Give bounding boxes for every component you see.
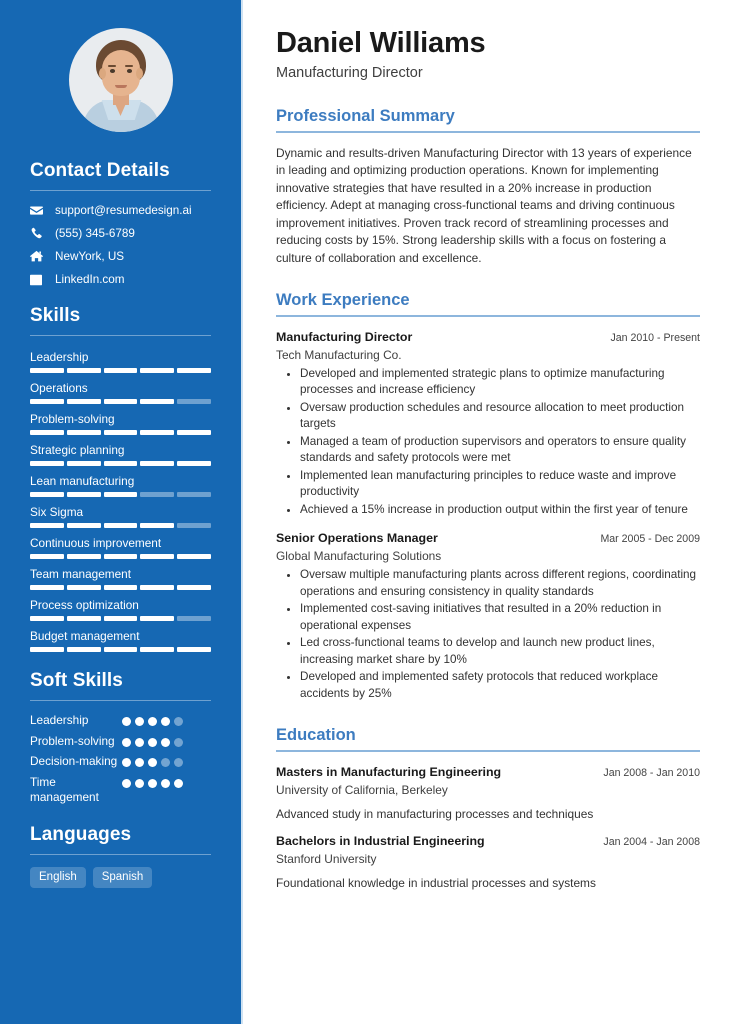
entry-bullet: • Implemented lean manufacturing principles to reduce waste and improve productivity bbox=[300, 468, 700, 501]
skill-segment bbox=[30, 523, 64, 528]
education-entry bbox=[276, 764, 700, 823]
soft-skills-list bbox=[30, 713, 211, 806]
skill-label: Operations bbox=[30, 381, 88, 395]
skill-segment bbox=[30, 647, 64, 652]
skill-level-bar bbox=[30, 430, 211, 435]
skills-heading: Skills bbox=[30, 305, 81, 326]
skill-segment bbox=[140, 368, 174, 373]
rating-dot bbox=[174, 717, 183, 726]
skill-level-bar bbox=[30, 492, 211, 497]
avatar-wrap bbox=[0, 0, 241, 142]
entry-bullet: • Managed a team of production supervisors and operators to ensure quality standards and safety protocols were met bbox=[300, 434, 700, 467]
education-section bbox=[276, 724, 700, 892]
skill-segment bbox=[104, 647, 138, 652]
soft-skills-heading: Soft Skills bbox=[30, 670, 123, 691]
rating-dot bbox=[122, 717, 131, 726]
entry-bullet: • Developed and implemented safety protocols that reduced workplace accidents by 25% bbox=[300, 669, 700, 702]
avatar-ear-right bbox=[136, 68, 143, 79]
skill-segment bbox=[140, 492, 174, 497]
skill-label: Process optimization bbox=[30, 598, 139, 612]
rating-dot bbox=[148, 779, 157, 788]
entry-description: Advanced study in manufacturing processes and techniques bbox=[276, 806, 594, 821]
rating-dot bbox=[122, 779, 131, 788]
entry-bullet: • Developed and implemented strategic plans to optimize manufacturing processes and increase efficiency bbox=[300, 366, 700, 399]
skill-segment bbox=[177, 616, 211, 621]
skill-level-bar bbox=[30, 461, 211, 466]
skill-segment bbox=[67, 461, 101, 466]
rating-dot bbox=[161, 738, 170, 747]
skill-segment bbox=[177, 585, 211, 590]
skill-row bbox=[30, 379, 211, 404]
rating-dot bbox=[122, 758, 131, 767]
divider bbox=[30, 700, 211, 701]
skill-segment bbox=[177, 647, 211, 652]
skill-segment bbox=[30, 616, 64, 621]
avatar-mouth bbox=[115, 85, 127, 88]
soft-skill-row bbox=[30, 713, 211, 729]
rating-dot bbox=[148, 758, 157, 767]
main-content bbox=[243, 0, 730, 1024]
skill-label: Continuous improvement bbox=[30, 536, 162, 550]
entry-bullet: • Achieved a 15% increase in production output within the first year of tenure bbox=[300, 502, 700, 519]
divider bbox=[276, 750, 700, 752]
avatar-eye-left bbox=[110, 69, 115, 73]
contact-value-linkedin: LinkedIn.com bbox=[55, 273, 125, 286]
skill-segment bbox=[140, 523, 174, 528]
entry-organization: Global Manufacturing Solutions bbox=[276, 549, 442, 563]
skill-segment bbox=[104, 585, 138, 590]
skill-segment bbox=[67, 616, 101, 621]
entry-title: Manufacturing Director bbox=[276, 329, 413, 344]
skill-segment bbox=[30, 461, 64, 466]
skill-label: Team management bbox=[30, 567, 131, 581]
contact-item-linkedin[interactable] bbox=[30, 272, 211, 287]
skill-level-bar bbox=[30, 554, 211, 559]
entry-bullet-list bbox=[276, 567, 700, 702]
skill-level-bar bbox=[30, 523, 211, 528]
divider bbox=[276, 315, 700, 317]
entry-bullet: • Oversaw multiple manufacturing plants across different regions, coordinating operations and ensuring consistency in quality standards bbox=[300, 567, 700, 600]
skill-label: Six Sigma bbox=[30, 505, 84, 519]
skill-row bbox=[30, 441, 211, 466]
soft-skill-label: Time management bbox=[30, 774, 99, 804]
rating-dot bbox=[148, 738, 157, 747]
skill-segment bbox=[104, 368, 138, 373]
skill-level-bar bbox=[30, 399, 211, 404]
soft-skill-label: Leadership bbox=[30, 713, 89, 727]
skill-segment bbox=[140, 616, 174, 621]
skill-segment bbox=[67, 585, 101, 590]
skill-segment bbox=[140, 461, 174, 466]
entry-date: Jan 2010 - Present bbox=[610, 331, 700, 344]
entry-organization: Stanford University bbox=[276, 851, 377, 866]
languages-section bbox=[0, 824, 241, 888]
work-experience-heading: Work Experience bbox=[276, 291, 410, 309]
skill-segment bbox=[30, 430, 64, 435]
contact-value-location: NewYork, US bbox=[55, 250, 125, 263]
entry-title: Bachelors in Industrial Engineering bbox=[276, 833, 485, 848]
skill-segment bbox=[30, 554, 64, 559]
avatar bbox=[69, 28, 173, 132]
work-experience-section bbox=[276, 289, 700, 702]
skill-label: Strategic planning bbox=[30, 443, 125, 457]
skill-row bbox=[30, 596, 211, 621]
avatar-face bbox=[102, 50, 140, 96]
skill-segment bbox=[67, 554, 101, 559]
rating-dot bbox=[174, 738, 183, 747]
skill-segment bbox=[104, 492, 138, 497]
soft-skill-row bbox=[30, 734, 211, 750]
candidate-job-title: Manufacturing Director bbox=[276, 65, 423, 81]
professional-summary-text: Dynamic and results-driven Manufacturing Director with 13 years of experience in leading and optimizing production operations. Known for implementing innovative strategies that have resulted in a 20% increase in production efficiency. Adept at managing cross-functional teams and driving continuous improvement initiatives. Proven track record of streamlining processes and reducing costs by 15%. Strong leadership skills with a focus on fostering a culture of collaboration and excellence. bbox=[276, 145, 692, 265]
skills-list bbox=[30, 348, 211, 652]
soft-skill-row bbox=[30, 775, 211, 806]
divider bbox=[30, 854, 211, 855]
education-heading: Education bbox=[276, 726, 356, 744]
skill-segment bbox=[67, 492, 101, 497]
avatar-brow-left bbox=[108, 65, 116, 67]
entry-organization: University of California, Berkeley bbox=[276, 782, 448, 797]
contact-item-location[interactable] bbox=[30, 249, 211, 264]
entry-date: Jan 2004 - Jan 2008 bbox=[603, 835, 700, 848]
contact-details-heading: Contact Details bbox=[30, 160, 170, 181]
skill-segment bbox=[104, 430, 138, 435]
phone-icon bbox=[30, 227, 48, 240]
skill-label: Lean manufacturing bbox=[30, 474, 135, 488]
envelope-icon bbox=[30, 204, 48, 217]
contact-value-email: support@resumedesign.ai bbox=[55, 204, 192, 217]
skill-segment bbox=[104, 461, 138, 466]
entry-bullet: • Oversaw production schedules and resource allocation to meet production targets bbox=[300, 400, 700, 433]
skill-segment bbox=[177, 368, 211, 373]
skill-segment bbox=[30, 368, 64, 373]
work-experience-list bbox=[276, 329, 700, 703]
skill-level-bar bbox=[30, 616, 211, 621]
entry-header bbox=[276, 329, 700, 347]
skill-segment bbox=[177, 430, 211, 435]
skill-segment bbox=[177, 399, 211, 404]
entry-bullet: • Led cross-functional teams to develop and launch new product lines, increasing market share by 10% bbox=[300, 635, 700, 668]
soft-skill-label: Problem-solving bbox=[30, 733, 115, 748]
skill-row bbox=[30, 503, 211, 528]
soft-skill-rating bbox=[122, 713, 186, 726]
professional-summary-heading: Professional Summary bbox=[276, 107, 455, 125]
soft-skills-section bbox=[0, 670, 241, 806]
skill-segment bbox=[67, 523, 101, 528]
skill-segment bbox=[30, 399, 64, 404]
rating-dot bbox=[161, 758, 170, 767]
skill-label: Budget management bbox=[30, 629, 140, 643]
avatar-eye-right bbox=[127, 69, 132, 73]
education-list bbox=[276, 764, 700, 892]
entry-bullet: • Implemented cost-saving initiatives that resulted in a 20% reduction in operational expenses bbox=[300, 601, 700, 634]
skill-segment bbox=[140, 430, 174, 435]
contact-item-email[interactable] bbox=[30, 203, 211, 218]
avatar-brow-right bbox=[125, 65, 133, 67]
skill-segment bbox=[140, 554, 174, 559]
skill-level-bar bbox=[30, 647, 211, 652]
entry-description: Foundational knowledge in industrial processes and systems bbox=[276, 875, 596, 890]
rating-dot bbox=[135, 779, 144, 788]
skill-segment bbox=[177, 492, 211, 497]
divider bbox=[276, 131, 700, 133]
skill-segment bbox=[177, 461, 211, 466]
skill-row bbox=[30, 565, 211, 590]
entry-header bbox=[276, 833, 700, 851]
skills-section bbox=[0, 305, 241, 652]
skill-segment bbox=[140, 399, 174, 404]
entry-header bbox=[276, 530, 700, 548]
language-tag: English bbox=[30, 867, 86, 888]
skill-level-bar bbox=[30, 585, 211, 590]
language-tag: Spanish bbox=[93, 867, 153, 888]
skill-level-bar bbox=[30, 368, 211, 373]
entry-header bbox=[276, 764, 700, 782]
languages-list bbox=[30, 867, 211, 888]
contact-list bbox=[30, 203, 211, 287]
soft-skill-label: Decision-making bbox=[30, 754, 118, 768]
soft-skill-rating bbox=[122, 775, 186, 788]
skill-segment bbox=[30, 585, 64, 590]
entry-organization: Tech Manufacturing Co. bbox=[276, 347, 402, 362]
candidate-name: Daniel Williams bbox=[276, 27, 486, 59]
divider bbox=[30, 190, 211, 191]
education-entry bbox=[276, 833, 700, 892]
languages-heading: Languages bbox=[30, 823, 132, 845]
skill-label: Leadership bbox=[30, 350, 89, 364]
rating-dot bbox=[161, 779, 170, 788]
skill-row bbox=[30, 534, 211, 559]
avatar-ear-left bbox=[99, 68, 106, 79]
skill-row bbox=[30, 627, 211, 652]
rating-dot bbox=[161, 717, 170, 726]
skill-segment bbox=[67, 647, 101, 652]
linkedin-icon bbox=[30, 274, 48, 286]
skill-segment bbox=[104, 399, 138, 404]
divider bbox=[30, 335, 211, 336]
sidebar bbox=[0, 0, 243, 1024]
skill-row bbox=[30, 348, 211, 373]
contact-value-phone: (555) 345-6789 bbox=[55, 227, 135, 240]
entry-bullet-list bbox=[276, 366, 700, 519]
skill-segment bbox=[104, 616, 138, 621]
skill-segment bbox=[140, 585, 174, 590]
rating-dot bbox=[135, 738, 144, 747]
skill-row bbox=[30, 472, 211, 497]
skill-segment bbox=[67, 430, 101, 435]
skill-label: Problem-solving bbox=[30, 412, 115, 426]
contact-details-section bbox=[0, 160, 241, 287]
skill-segment bbox=[177, 523, 211, 528]
work-experience-entry bbox=[276, 329, 700, 519]
entry-title: Senior Operations Manager bbox=[276, 531, 438, 545]
professional-summary-section bbox=[276, 105, 700, 267]
soft-skill-row bbox=[30, 754, 211, 770]
entry-title: Masters in Manufacturing Engineering bbox=[276, 764, 502, 779]
rating-dot bbox=[135, 758, 144, 767]
skill-row bbox=[30, 410, 211, 435]
rating-dot bbox=[174, 758, 183, 767]
home-icon bbox=[30, 250, 48, 263]
skill-segment bbox=[140, 647, 174, 652]
rating-dot bbox=[148, 717, 157, 726]
work-experience-entry bbox=[276, 530, 700, 702]
rating-dot bbox=[122, 738, 131, 747]
contact-item-phone[interactable] bbox=[30, 226, 211, 241]
skill-segment bbox=[67, 399, 101, 404]
skill-segment bbox=[30, 492, 64, 497]
rating-dot bbox=[174, 779, 183, 788]
skill-segment bbox=[67, 368, 101, 373]
skill-segment bbox=[177, 554, 211, 559]
soft-skill-rating bbox=[122, 754, 186, 767]
soft-skill-rating bbox=[122, 734, 186, 747]
entry-date: Jan 2008 - Jan 2010 bbox=[603, 766, 700, 779]
skill-segment bbox=[104, 523, 138, 528]
skill-segment bbox=[104, 554, 138, 559]
entry-date: Mar 2005 - Dec 2009 bbox=[600, 533, 700, 545]
rating-dot bbox=[135, 717, 144, 726]
